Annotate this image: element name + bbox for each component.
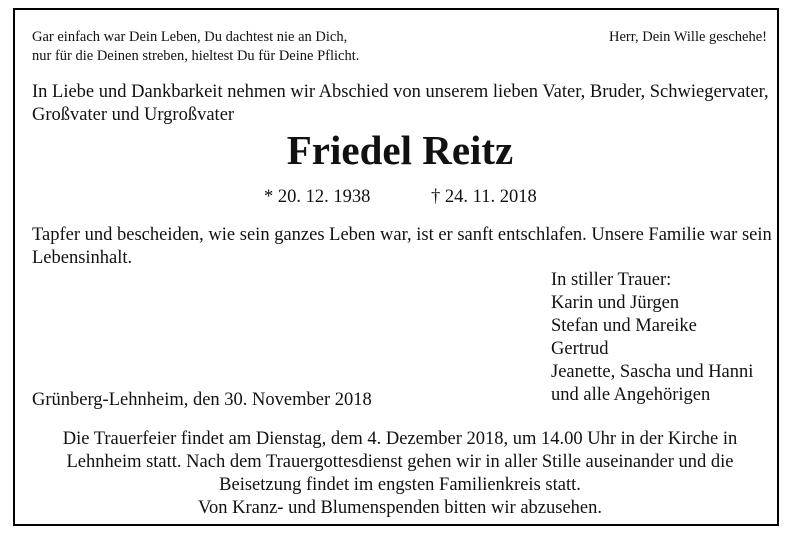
intro-line: Großvater und Urgroßvater	[32, 105, 235, 125]
death-date: † 24. 11. 2018	[431, 187, 537, 207]
place-date: Grünberg-Lehnheim, den 30. November 2018	[32, 390, 372, 410]
tribute-paragraph	[32, 224, 772, 270]
verse-left-line: nur für die Deinen streben, hieltest Du für Deine Pflicht.	[32, 48, 360, 64]
tribute-line: Tapfer und bescheiden, wie sein ganzes Leben war, ist er sanft entschlafen. Unsere Familie war sein	[32, 225, 772, 245]
mourners-list	[551, 269, 753, 407]
intro-text	[32, 81, 769, 127]
verse-left-line: Gar einfach war Dein Leben, Du dachtest nie an Dich,	[32, 29, 348, 45]
tribute-line: Lebensinhalt.	[32, 248, 133, 268]
mourner-entry: und alle Angehörigen	[551, 385, 711, 405]
verse-right: Herr, Dein Wille geschehe!	[609, 29, 767, 45]
mourner-entry: Gertrud	[551, 339, 609, 359]
service-info	[0, 428, 800, 520]
birth-date: * 20. 12. 1938	[264, 187, 371, 207]
mourners-heading: In stiller Trauer:	[551, 270, 672, 290]
intro-line: In Liebe und Dankbarkeit nehmen wir Abschied von unserem lieben Vater, Bruder, Schwiegervater,	[32, 82, 769, 102]
service-line: Lehnheim statt. Nach dem Trauergottesdienst gehen wir in aller Stille auseinander und die	[66, 452, 734, 472]
service-line: Von Kranz- und Blumenspenden bitten wir abzusehen.	[198, 498, 602, 518]
service-line: Beisetzung findet im engsten Familienkreis statt.	[219, 475, 581, 495]
verse-left	[32, 28, 359, 66]
mourner-entry: Stefan und Mareike	[551, 316, 697, 336]
deceased-name: Friedel Reitz	[286, 127, 514, 173]
service-line: Die Trauerfeier findet am Dienstag, dem 4. Dezember 2018, um 14.00 Uhr in der Kirche in	[62, 429, 738, 449]
mourner-entry: Karin und Jürgen	[551, 293, 680, 313]
mourner-entry: Jeanette, Sascha und Hanni	[551, 362, 754, 382]
